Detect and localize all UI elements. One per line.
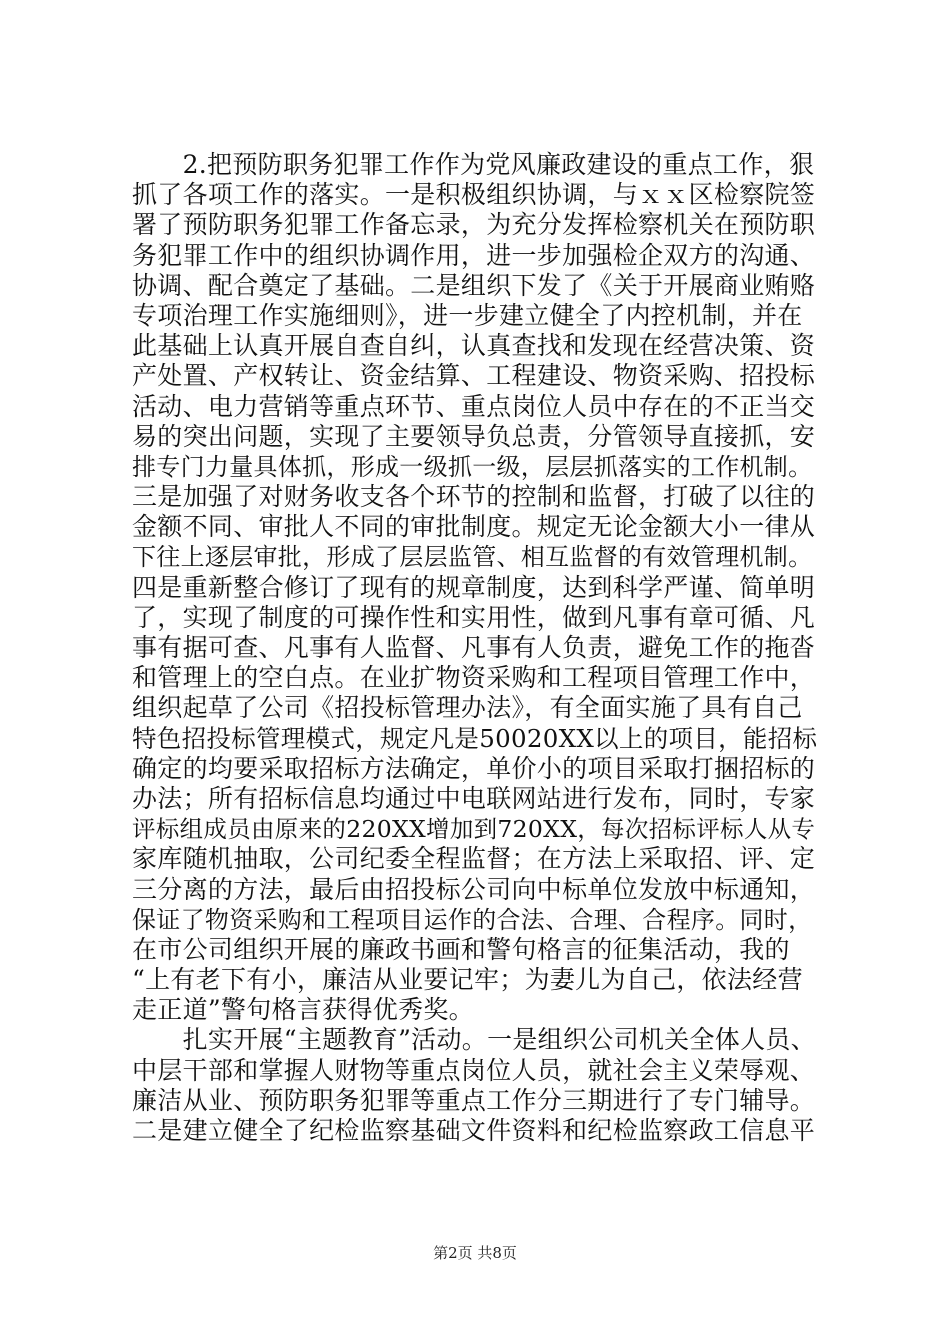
text-line: 此基础上认真开展自查自纠，认真查找和发现在经营决策、资 <box>132 331 816 361</box>
text-line: 走正道”警句格言获得优秀奖。 <box>132 995 474 1025</box>
text-line: 务犯罪工作中的组织协调作用，进一步加强检企双方的沟通、 <box>132 240 816 270</box>
page-footer: 第2页 共8页 <box>433 1244 517 1262</box>
text-line: 抓了各项工作的落实。一是积极组织协调，与ｘｘ区检察院签 <box>132 180 816 210</box>
text-line: 署了预防职务犯罪工作备忘录，为充分发挥检察机关在预防职 <box>132 210 816 240</box>
text-line: 和管理上的空白点。在业扩物资采购和工程项目管理工作中， <box>132 663 816 693</box>
text-line: 活动、电力营销等重点环节、重点岗位人员中存在的不正当交 <box>132 391 816 421</box>
text-line: 了，实现了制度的可操作性和实用性，做到凡事有章可循、凡 <box>132 602 816 632</box>
text-line: 2.把预防职务犯罪工作作为党风廉政建设的重点工作，狠 <box>132 150 815 179</box>
text-line: 金额不同、审批人不同的审批制度。规定无论金额大小一律从 <box>132 512 816 542</box>
text-line: 三是加强了对财务收支各个环节的控制和监督，打破了以往的 <box>132 482 816 512</box>
body-text <box>132 150 822 1146</box>
text-line: 专项治理工作实施细则》，进一步建立健全了内控机制，并在 <box>132 300 803 330</box>
text-line: 事有据可查、凡事有人监督、凡事有人负责，避免工作的拖沓 <box>132 633 816 662</box>
text-line: 家库随机抽取，公司纪委全程监督；在方法上采取招、评、定 <box>132 844 816 874</box>
text-line: 评标组成员由原来的220XX增加到720XX，每次招标评标人从专 <box>132 815 816 844</box>
text-line: 产处置、产权转让、资金结算、工程建设、物资采购、招投标 <box>132 361 816 391</box>
text-line: 廉洁从业、预防职务犯罪等重点工作分三期进行了专门辅导。 <box>132 1085 816 1115</box>
text-line: 组织起草了公司《招投标管理办法》，有全面实施了具有自己 <box>132 693 803 723</box>
text-line: 扎实开展“主题教育”活动。一是组织公司机关全体人员、 <box>132 1025 816 1055</box>
text-line: 易的突出问题，实现了主要领导负总责，分管领导直接抓，安 <box>132 421 816 451</box>
text-line: 特色招投标管理模式，规定凡是50020XX以上的项目，能招标 <box>132 723 818 753</box>
text-line: 排专门力量具体抓，形成一级抓一级，层层抓落实的工作机制。 <box>132 452 813 481</box>
text-line: 在市公司组织开展的廉政书画和警句格言的征集活动，我的 <box>132 934 790 964</box>
text-line: 中层干部和掌握人财物等重点岗位人员，就社会主义荣辱观、 <box>132 1055 816 1085</box>
text-line: 确定的均要采取招标方法确定，单价小的项目采取打捆招标的 <box>132 753 816 783</box>
text-line: 办法；所有招标信息均通过中电联网站进行发布，同时，专家 <box>132 783 816 813</box>
text-line: 二是建立健全了纪检监察基础文件资料和纪检监察政工信息平 <box>132 1116 816 1145</box>
text-line: 保证了物资采购和工程项目运作的合法、合理、合程序。同时， <box>132 905 813 934</box>
text-line: 下往上逐层审批，形成了层层监管、相互监督的有效管理机制。 <box>132 543 813 572</box>
text-line: 三分离的方法，最后由招投标公司向中标单位发放中标通知， <box>132 874 816 904</box>
text-line: 四是重新整合修订了现有的规章制度，达到科学严谨、简单明 <box>132 572 816 602</box>
text-line: 协调、配合奠定了基础。二是组织下发了《关于开展商业贿赂 <box>132 270 816 300</box>
text-line: “上有老下有小，廉洁从业要记牢；为妻儿为自己，依法经营 <box>132 965 803 995</box>
